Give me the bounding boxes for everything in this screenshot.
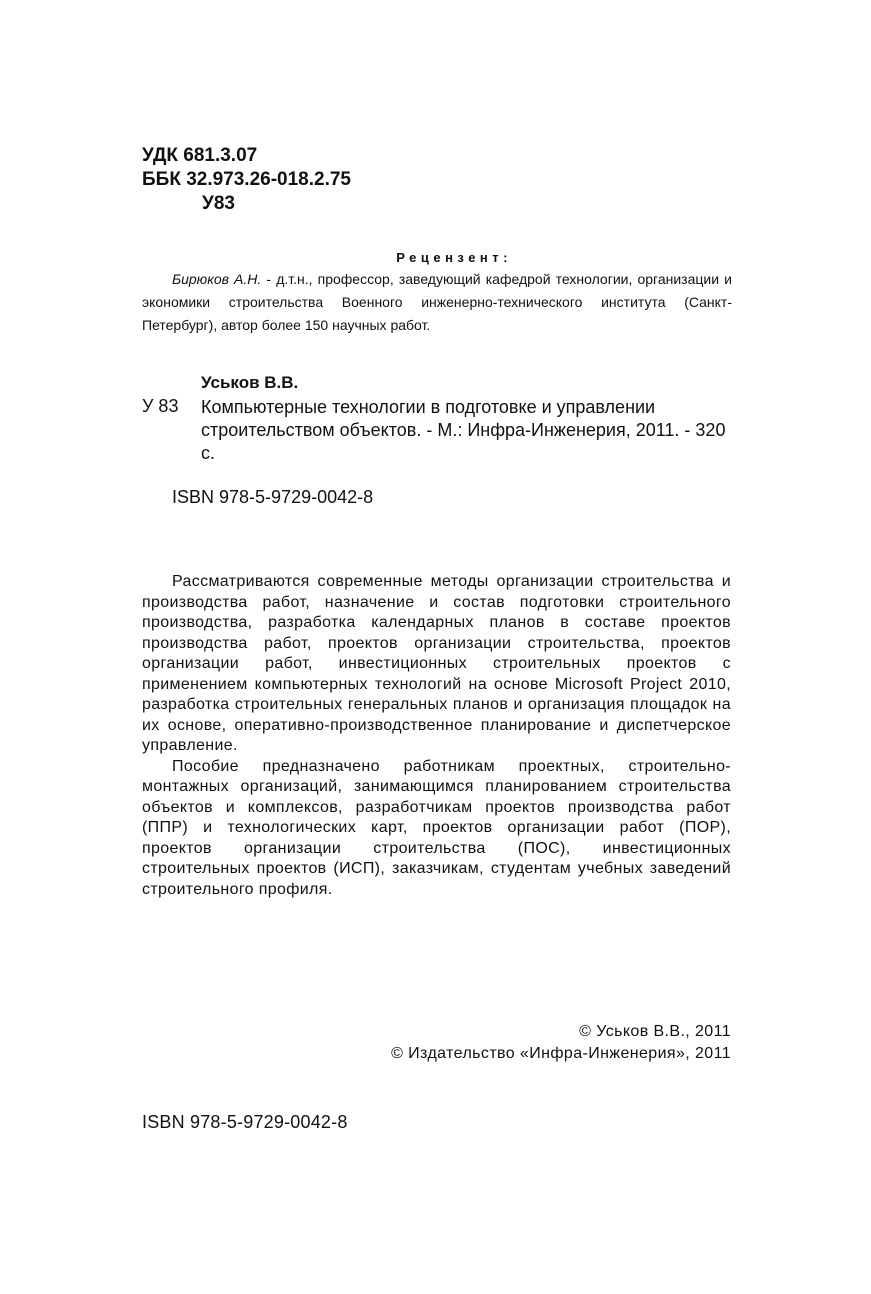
author-mark: У83 [202,193,235,214]
copyright-author: © Уськов В.В., 2011 [579,1023,731,1040]
catalog-author: Уськов В.В. [201,373,299,392]
reviewer-description [142,268,732,337]
catalog-title: Компьютерные технологии в подготовке и управлении строительством объектов. - М.: Инфра-Инженерия, 2011. - 320 с. [201,397,726,463]
catalog-index: У 83 [142,396,179,416]
abstract-paragraph-2: Пособие предназначено работникам проектных, строительно-монтажных организаций, занимающимся планированием строительства объектов и комплексов, разработчикам проектов производства работ (ППР) и технологических карт, проектов организации работ (ПОР), проектов организации строительства (ПОС), инвестиционных строительных проектов (ИСП), заказчикам, студентам учебных заведений строительного профиля. [142,757,731,898]
udk-code: УДК 681.3.07 [142,145,258,166]
footer-isbn: ISBN 978-5-9729-0042-8 [142,1112,348,1132]
catalog-isbn: ISBN 978-5-9729-0042-8 [172,487,374,507]
abstract [142,572,731,900]
reviewer-name: Бирюков А.Н. [172,271,262,287]
copyright-publisher: © Издательство «Инфра-Инженерия», 2011 [391,1045,731,1062]
bbk-code: ББК 32.973.26-018.2.75 [142,169,351,190]
abstract-paragraph-1: Рассматриваются современные методы организации строительства и производства работ, назначение и состав подготовки строительного производства, разработка календарных планов в составе проектов производства работ, проектов организации строительства, проектов организации работ, инвестиционных строительных проектов с применением компьютерных технологий на основе Microsoft Project 2010, разработка строительных генеральных планов и организация площадок на их основе, оперативно-производственное планирование и диспетчерское управление. [142,573,731,754]
copyright-block [300,1021,731,1065]
classification-codes [142,144,351,216]
reviewer-credentials: - д.т.н., профессор, заведующий кафедрой технологии, организации и экономики строительства Военного инженерно-технического института (Санкт-Петербург), автор более 150 научных работ. [142,271,732,333]
reviewer-heading: Рецензент: [396,250,512,265]
